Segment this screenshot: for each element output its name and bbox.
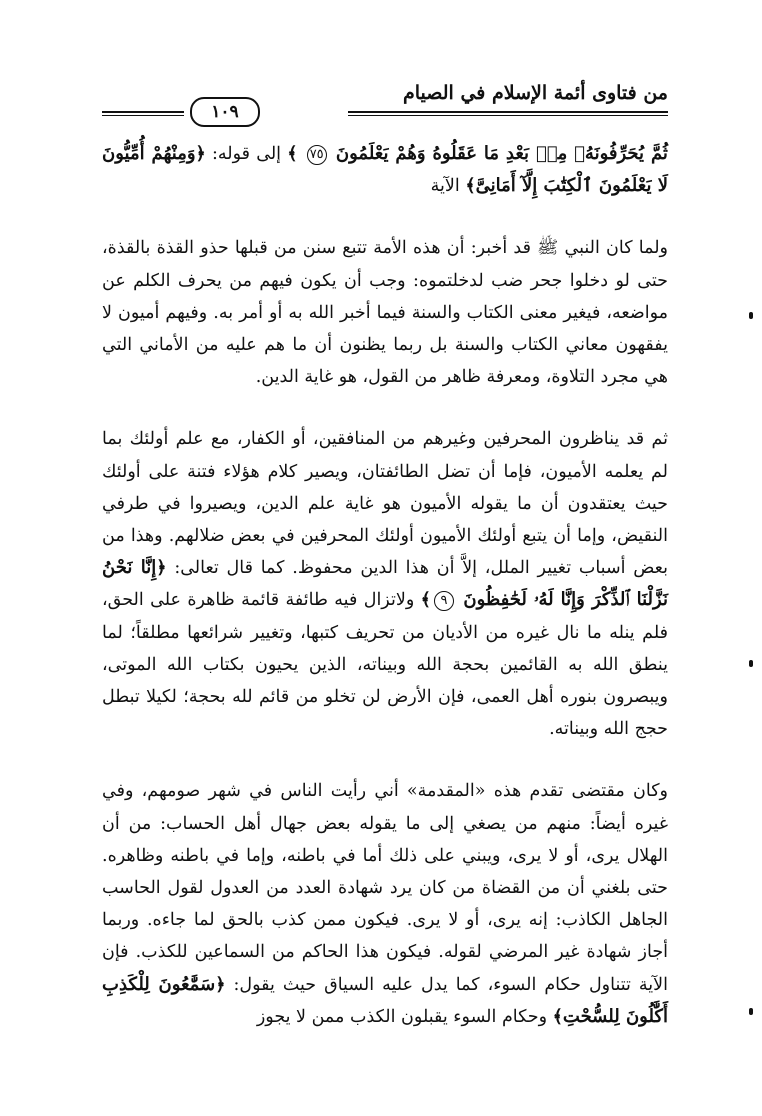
header-rule-left [102, 111, 184, 116]
intro-verses [102, 138, 668, 202]
paragraph-2-text-a: ثم قد يناظرون المحرفين وغيرهم من المنافقين، أو الكفار، مع علم أولئك بما لم يعلمه الأميون، فإما أن تضل الطائفتان، ويصير كلام هؤلاء فتنة على أولئك حيث يعتقدون أن ما يقوله الأميون هو غاية علم الدين، ويصيروا في طرفي النقيض، وإما أن يتبع أولئك الأميون أولئك المحرفين في بعض ضلالهم. وهذا من بعض أسباب تغيير الملل، إلاَّ أن هذا الدين محفوظ. كما قال تعالى: [102, 429, 668, 579]
verse-open-bracket-icon: ﴿ [156, 558, 167, 579]
page-body [102, 138, 668, 1033]
page-header [102, 82, 668, 122]
al-aya-label: الآية [430, 176, 460, 197]
quran-verse-1: ثُمَّ يُحَرِّفُونَهُۥ مِنۢ بَعْدِ مَا عَقَلُوهُ وَهُمْ يَعْلَمُونَ [335, 143, 668, 164]
paragraph-3-text-b: وحكام السوء يقبلون الكذب ممن لا يجوز [256, 1006, 548, 1027]
verse-close-bracket-icon: ﴾ [420, 590, 431, 611]
paragraph-3 [102, 775, 668, 1033]
verse-open-bracket-icon: ﴿ [195, 144, 206, 164]
running-title: من فتاوى أئمة الإسلام في الصيام [403, 82, 668, 104]
verse-close-bracket-icon: ﴾ [465, 176, 476, 197]
paragraph-2 [102, 423, 668, 745]
paragraph-1: ولما كان النبي ﷺ قد أخبر: أن هذه الأمة تتبع سنن من قبلها حذو القذة بالقذة، حتى لو دخلوا جحر ضب لدخلتموه: وجب أن يكون فيهم من يحرف الكلم عن مواضعه، فيغير معنى الكتاب والسنة فيما أخبر الله به أو أمر به. وفيهم أميون لا يفقهون معاني الكتاب والسنة بل ربما يظنون أن ما هم عليه من الأماني التي هي مجرد التلاوة، ومعرفة ظاهر من القول، هو غاية الدين. [102, 238, 668, 388]
header-rule-right [348, 111, 668, 116]
quran-verse-3: إِنَّا نَحْنُ نَزَّلْنَا ٱلذِّكْرَ وَإِنَّا لَهُۥ لَحَٰفِظُونَ [102, 557, 668, 611]
verse-open-bracket-icon: ﴿ [215, 974, 226, 995]
transition-text: إلى قوله: [212, 144, 282, 164]
margin-mark [749, 660, 753, 667]
paragraph-2-text-b: ولاتزال فيه طائفة قائمة ظاهرة على الحق، فلم ينله ما نال غيره من الأديان من تحريف كتبها، وتغيير شرائعها مطلقاً؛ لما ينطق الله به القائمين بحجة الله وبيناته، الذين يحيون بكتاب الله الموتى، ويبصرون بنوره أهل العمى، فإن الأرض لن تخلو من قائم لله بحجة؛ لكيلا تبطل حجج الله وبيناته. [102, 590, 668, 740]
quran-verse-2: وَمِنْهُمْ أُمِّيُّونَ لَا يَعْلَمُونَ ٱلْكِتَٰبَ إِلَّآ أَمَانِىَّ [102, 143, 668, 197]
margin-mark [749, 312, 753, 319]
verse-close-bracket-icon: ﴾ [552, 1006, 563, 1027]
verse-close-bracket-icon: ﴾ [287, 144, 298, 164]
page-number: ١٠٩ [190, 97, 260, 127]
verse-number-1: ٧٥ [307, 145, 327, 165]
quran-verse-4: سَمَّٰعُونَ لِلْكَذِبِ أَكَّٰلُونَ لِلسُّحْتِ [102, 973, 668, 1027]
margin-mark [749, 1008, 753, 1015]
paragraph-3-text-a: وكان مقتضى تقدم هذه «المقدمة» أني رأيت الناس في شهر صومهم، وفي غيره أيضاً: منهم من يصغي إلى ما يقوله بعض جهال أهل الحساب: من أن الهلال يرى، أو لا يرى، ويبني على ذلك أما في باطنه، وإما في باطنه وظاهره. حتى بلغني أن من القضاة من كان يرد شهادة العدد من العدول لقول الحاسب الجاهل الكاذب: إنه يرى، أو لا يرى. فيكون ممن كذب بالحق لما جاءه. وربما أجاز شهادة غير المرضي لقوله. فيكون هذا الحاكم من السماعين للكذب. فإن الآية تتناول حكام السوء، كما يدل عليه السياق حيث يقول: [102, 781, 668, 995]
verse-number-3: ٩ [434, 591, 454, 611]
